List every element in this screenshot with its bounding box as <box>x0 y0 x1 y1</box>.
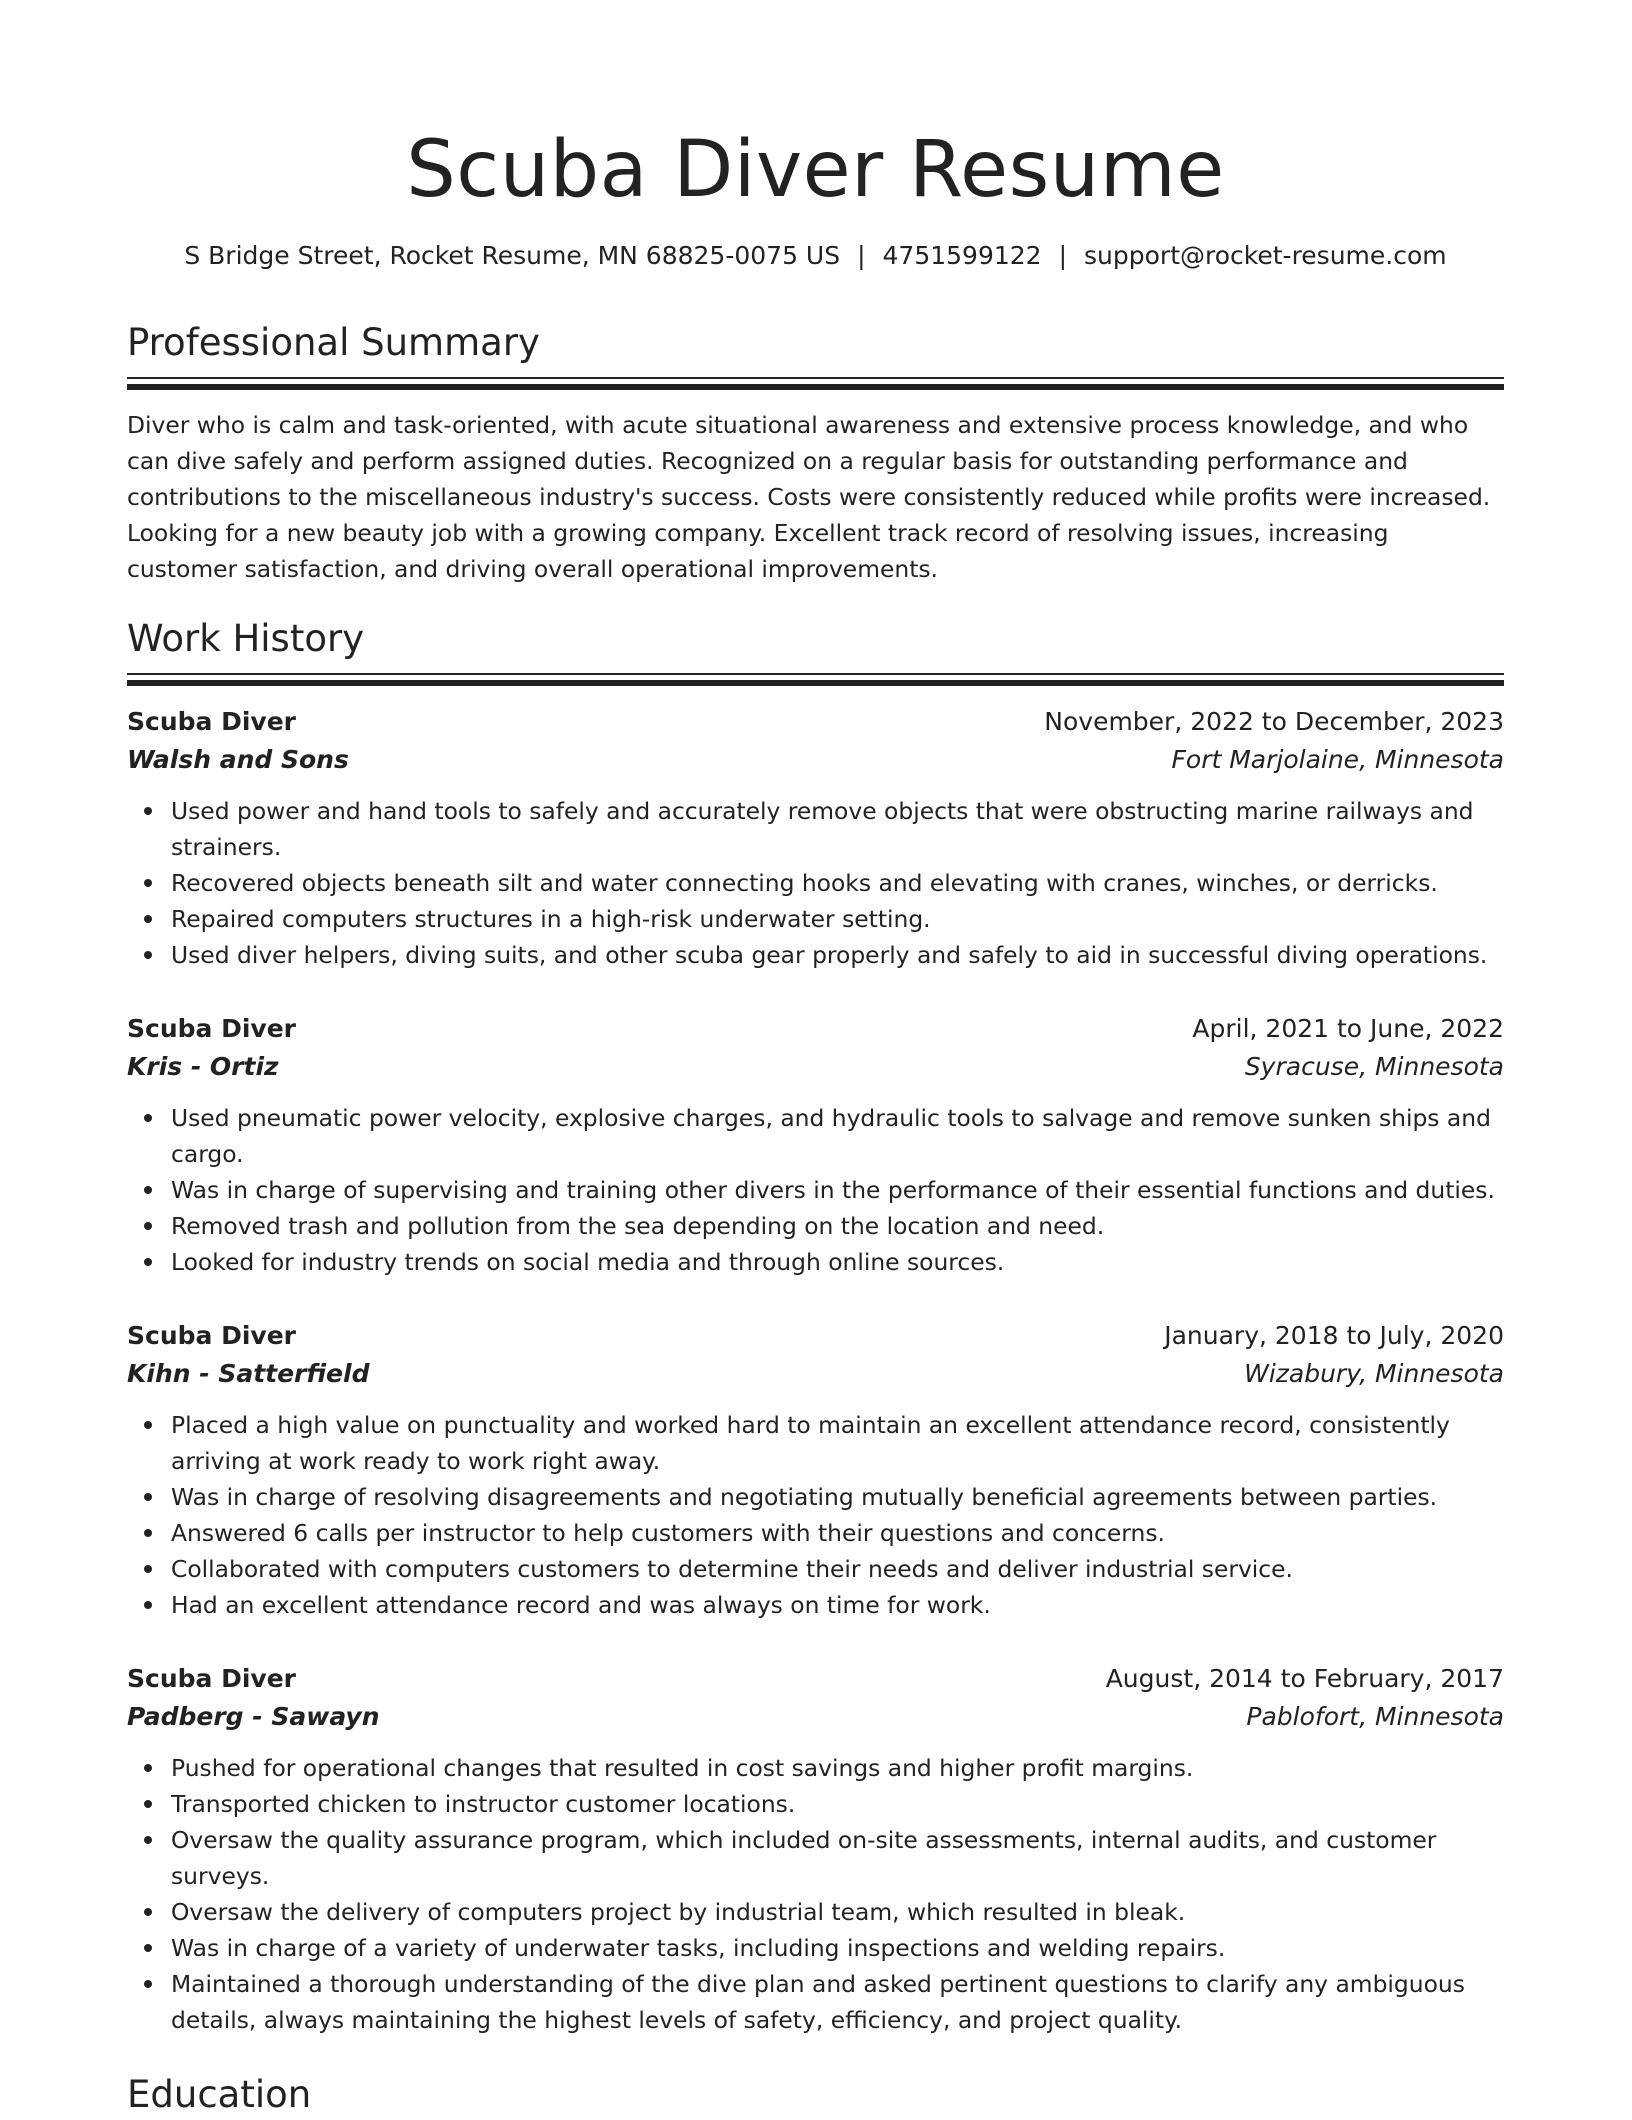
job-title: Scuba Diver <box>127 1664 296 1693</box>
job-location: Syracuse, Minnesota <box>1244 1052 1504 1081</box>
contact-separator: | <box>1058 241 1068 270</box>
education-section-header <box>127 2070 1504 2120</box>
work-history-section-header <box>127 614 1504 664</box>
job-bullet: Used power and hand tools to safely and accurately remove objects that were obstructing marine railways and strainers. <box>127 793 1504 865</box>
contact-email[interactable]: support@rocket-resume.com <box>1084 241 1447 270</box>
job-entry <box>127 1317 1504 1623</box>
job-bullet: Used pneumatic power velocity, explosive charges, and hydraulic tools to salvage and remove sunken ships and cargo. <box>127 1100 1504 1172</box>
resume-page <box>127 0 1504 2116</box>
job-dates: January, 2018 to July, 2020 <box>1164 1321 1504 1350</box>
job-company: Walsh and Sons <box>127 745 349 774</box>
section-divider <box>127 384 1504 390</box>
job-bullet: Used diver helpers, diving suits, and other scuba gear properly and safely to aid in successful diving operations. <box>127 937 1504 973</box>
job-bullet: Was in charge of a variety of underwater tasks, including inspections and welding repairs. <box>127 1930 1504 1966</box>
job-dates: August, 2014 to February, 2017 <box>1105 1664 1504 1693</box>
job-company: Kihn - Satterfield <box>127 1359 370 1388</box>
section-divider <box>127 673 1504 675</box>
work-history-heading: Work History <box>127 617 365 660</box>
contact-phone: 4751599122 <box>882 241 1042 270</box>
job-bullet: Placed a high value on punctuality and worked hard to maintain an excellent attendance record, consistently arriving at work ready to work right away. <box>127 1407 1504 1479</box>
job-entry <box>127 703 1504 973</box>
job-company: Padberg - Sawayn <box>127 1702 380 1731</box>
job-bullet-list <box>127 1750 1504 2038</box>
job-bullet: Oversaw the delivery of computers project by industrial team, which resulted in bleak. <box>127 1894 1504 1930</box>
summary-heading: Professional Summary <box>127 321 540 364</box>
job-location: Fort Marjolaine, Minnesota <box>1171 745 1504 774</box>
summary-section-header <box>127 318 1504 368</box>
job-bullet: Collaborated with computers customers to determine their needs and deliver industrial service. <box>127 1551 1504 1587</box>
job-bullet: Transported chicken to instructor customer locations. <box>127 1786 1504 1822</box>
job-bullet-list <box>127 793 1504 973</box>
job-bullet: Oversaw the quality assurance program, which included on-site assessments, internal audits, and customer surveys. <box>127 1822 1504 1894</box>
job-bullet: Maintained a thorough understanding of the dive plan and asked pertinent questions to clarify any ambiguous details, always maintaining the highest levels of safety, efficiency, and project quality. <box>127 1966 1504 2038</box>
job-company: Kris - Ortiz <box>127 1052 279 1081</box>
job-dates: November, 2022 to December, 2023 <box>1044 707 1504 736</box>
job-location: Wizabury, Minnesota <box>1244 1359 1504 1388</box>
job-bullet: Pushed for operational changes that resulted in cost savings and higher profit margins. <box>127 1750 1504 1786</box>
summary-text: Diver who is calm and task-oriented, with acute situational awareness and extensive process knowledge, and who can dive safely and perform assigned duties. Recognized on a regular basis for outstanding performance and contributions to the miscellaneous industry's success. Costs were consistently reduced while profits were increased. Looking for a new beauty job with a growing company. Excellent track record of resolving issues, increasing customer satisfaction, and driving overall operational improvements. <box>127 411 1491 583</box>
job-entry <box>127 1010 1504 1280</box>
job-bullet: Repaired computers structures in a high-risk underwater setting. <box>127 901 1504 937</box>
job-entry <box>127 1660 1504 2038</box>
job-title: Scuba Diver <box>127 1321 296 1350</box>
job-bullet: Was in charge of supervising and training other divers in the performance of their essential functions and duties. <box>127 1172 1504 1208</box>
resume-title: Scuba Diver Resume <box>406 125 1225 215</box>
contact-separator: | <box>857 241 866 270</box>
job-bullet: Was in charge of resolving disagreements and negotiating mutually beneficial agreements between parties. <box>127 1479 1504 1515</box>
job-dates: April, 2021 to June, 2022 <box>1192 1014 1504 1043</box>
job-bullet: Recovered objects beneath silt and water connecting hooks and elevating with cranes, winches, or derricks. <box>127 865 1504 901</box>
job-location: Pablofort, Minnesota <box>1246 1702 1504 1731</box>
section-divider <box>127 377 1504 379</box>
contact-address: S Bridge Street, Rocket Resume, MN 68825-0075 US <box>184 241 841 270</box>
job-bullet: Answered 6 calls per instructor to help customers with their questions and concerns. <box>127 1515 1504 1551</box>
job-bullet: Removed trash and pollution from the sea depending on the location and need. <box>127 1208 1504 1244</box>
job-bullet-list <box>127 1100 1504 1280</box>
job-bullet: Had an excellent attendance record and was always on time for work. <box>127 1587 1504 1623</box>
job-title: Scuba Diver <box>127 707 296 736</box>
job-bullet-list <box>127 1407 1504 1623</box>
contact-line <box>127 238 1504 274</box>
section-divider <box>127 680 1504 686</box>
education-heading: Education <box>127 2073 312 2116</box>
job-title: Scuba Diver <box>127 1014 296 1043</box>
job-bullet: Looked for industry trends on social media and through online sources. <box>127 1244 1504 1280</box>
